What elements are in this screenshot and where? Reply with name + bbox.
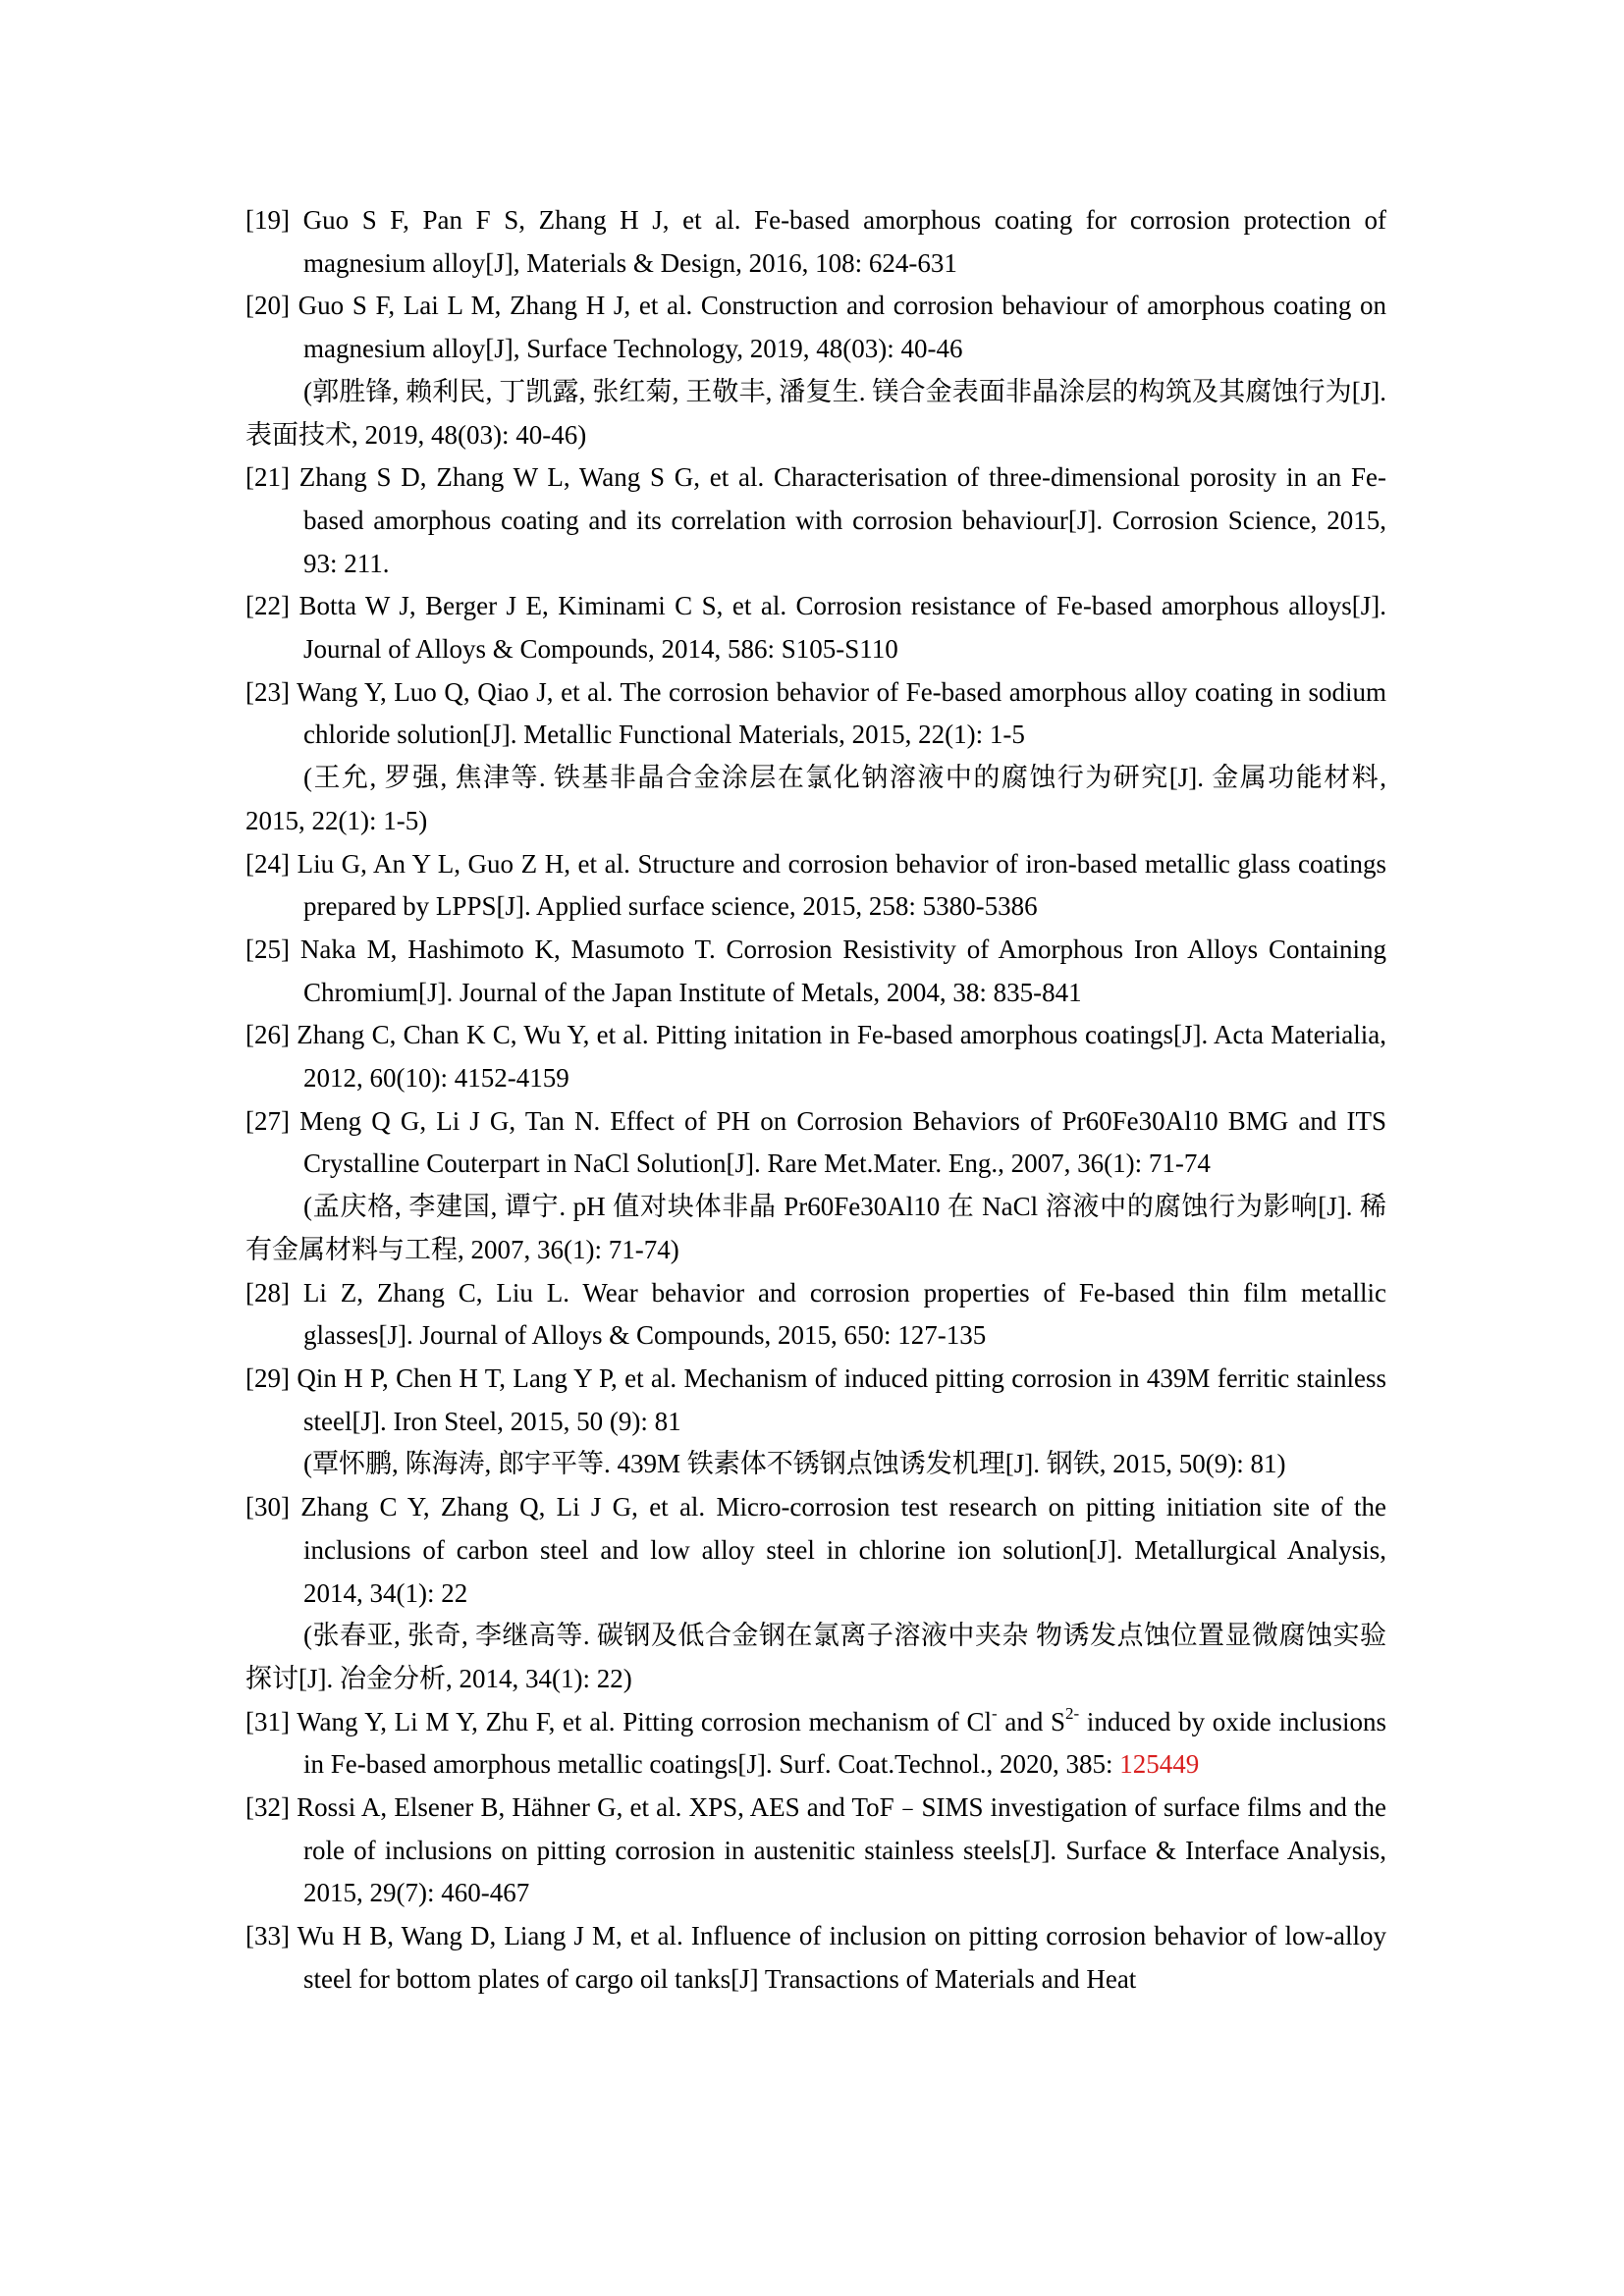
reference-number: [25] [245, 934, 290, 964]
reference-text: Wu H B, Wang D, Liang J M, et al. Influence of inclusion on pitting corrosion behavior of low-alloy steel for bottom plates of cargo oil tanks[J] Transactions of Materials and Heat [297, 1921, 1386, 1994]
reference-21 [245, 456, 1386, 585]
reference-chinese-text: (覃怀鹏, 陈海涛, 郎宇平等. 439M 铁素体不锈钢点蚀诱发机理[J]. 钢铁, 2015, 50(9): 81) [303, 1449, 1286, 1479]
reference-28 [245, 1272, 1386, 1358]
reference-text: Wang Y, Luo Q, Qiao J, et al. The corrosion behavior of Fe-based amorphous alloy coating in sodium chloride solution[J]. Metallic Functional Materials, 2015, 22(1): 1-5 [297, 676, 1386, 750]
reference-33 [245, 1915, 1386, 2001]
reference-text: Zhang C Y, Zhang Q, Li J G, et al. Micro-corrosion test research on pitting initiation site of the inclusions of carbon steel and low alloy steel in chlorine ion solution[J]. Metallurgical Analysis, 2014, 34(1): 22 [300, 1492, 1386, 1608]
reference-20 [245, 285, 1386, 456]
reference-chinese-text: (张春亚, 张奇, 李继高等. 碳钢及低合金钢在氯离子溶液中夹杂 物诱发点蚀位置显微腐蚀实验探讨[J]. 冶金分析, 2014, 34(1): 22) [245, 1621, 1386, 1693]
reference-chinese-text: (王允, 罗强, 焦津等. 铁基非晶合金涂层在氯化钠溶液中的腐蚀行为研究[J]. 金属功能材料, 2015, 22(1): 1-5) [245, 763, 1386, 835]
highlighted-page-number: 125449 [1119, 1749, 1200, 1780]
reference-list [245, 199, 1386, 2002]
reference-number: [20] [245, 291, 290, 321]
reference-text: Li Z, Zhang C, Liu L. Wear behavior and corrosion properties of Fe-based thin film metallic glasses[J]. Journal of Alloys & Compounds, 2015, 650: 127-135 [302, 1277, 1387, 1351]
reference-24 [245, 843, 1386, 929]
reference-30 [245, 1486, 1386, 1701]
reference-number: [32] [245, 1792, 290, 1823]
reference-22 [245, 585, 1386, 670]
reference-27 [245, 1100, 1386, 1272]
reference-text: Liu G, An Y L, Guo Z H, et al. Structure and corrosion behavior of iron-based metallic glass coatings prepared by LPPS[J]. Applied surface science, 2015, 258: 5380-5386 [297, 848, 1386, 922]
reference-text: Naka M, Hashimoto K, Masumoto T. Corrosion Resistivity of Amorphous Iron Alloys Containing Chromium[J]. Journal of the Japan Institute of Metals, 2004, 38: 835-841 [299, 934, 1387, 1007]
reference-text: and S [997, 1706, 1066, 1736]
reference-31 [245, 1701, 1386, 1787]
reference-number: [30] [245, 1492, 290, 1522]
reference-number: [24] [245, 848, 290, 879]
reference-number: [28] [245, 1277, 290, 1308]
reference-text: Guo S F, Lai L M, Zhang H J, et al. Construction and corrosion behaviour of amorphous coating on magnesium alloy[J], Surface Technology, 2019, 48(03): 40-46 [298, 291, 1386, 364]
reference-text: Rossi A, Elsener B, Hähner G, et al. XPS, AES and ToF﹣SIMS investigation of surface films and the role of inclusions on pitting corrosion in austenitic stainless steels[J]. Surface & Interface Analysis, 2015, 29(7): 460-467 [297, 1792, 1386, 1908]
reference-26 [245, 1014, 1386, 1099]
reference-chinese-text: (孟庆格, 李建国, 谭宁. pH 值对块体非晶 Pr60Fe30Al10 在 NaCl 溶液中的腐蚀行为影响[J]. 稀有金属材料与工程, 2007, 36(1): 71-74) [245, 1192, 1386, 1264]
reference-text: Zhang C, Chan K C, Wu Y, et al. Pitting initation in Fe-based amorphous coatings[J]. Acta Materialia, 2012, 60(10): 4152-4159 [297, 1020, 1386, 1094]
reference-text: Wang Y, Li M Y, Zhu F, et al. Pitting corrosion mechanism of Cl [297, 1706, 992, 1736]
reference-25 [245, 929, 1386, 1014]
reference-number: [23] [245, 676, 290, 707]
reference-text: induced by oxide inclusions in Fe-based amorphous metallic coatings[J]. Surf. Coat.Technol., 2020, 385: [303, 1706, 1386, 1780]
reference-number: [19] [245, 205, 290, 235]
reference-23 [245, 671, 1386, 843]
reference-number: [31] [245, 1706, 290, 1736]
reference-number: [27] [245, 1105, 290, 1136]
reference-number: [21] [245, 462, 290, 493]
reference-number: [26] [245, 1020, 290, 1050]
reference-text: Zhang S D, Zhang W L, Wang S G, et al. Characterisation of three-dimensional porosity in an Fe-based amorphous coating and its correlation with corrosion behaviour[J]. Corrosion Science, 2015, 93: 211. [298, 462, 1386, 578]
reference-chinese-text: (郭胜锋, 赖利民, 丁凯露, 张红菊, 王敬丰, 潘复生. 镁合金表面非晶涂层的构筑及其腐蚀行为[J]. 表面技术, 2019, 48(03): 40-46) [245, 376, 1386, 450]
reference-text: Guo S F, Pan F S, Zhang H J, et al. Fe-based amorphous coating for corrosion protection of magnesium alloy[J], Materials & Design, 2016, 108: 624-631 [302, 205, 1387, 278]
reference-text: Meng Q G, Li J G, Tan N. Effect of PH on Corrosion Behaviors of Pr60Fe30Al10 BMG and ITS Crystalline Couterpart in NaCl Solution[J]. Rare Met.Mater. Eng., 2007, 36(1): 71-74 [299, 1105, 1387, 1179]
reference-32 [245, 1787, 1386, 1915]
reference-text: Botta W J, Berger J E, Kiminami C S, et al. Corrosion resistance of Fe-based amorphous alloys[J]. Journal of Alloys & Compounds, 2014, 586: S105-S110 [298, 591, 1386, 665]
reference-number: [33] [245, 1921, 290, 1951]
reference-29 [245, 1358, 1386, 1486]
superscript-charge: - [991, 1703, 998, 1723]
reference-text: Qin H P, Chen H T, Lang Y P, et al. Mechanism of induced pitting corrosion in 439M ferritic stainless steel[J]. Iron Steel, 2015, 50 (9): 81 [297, 1362, 1387, 1436]
superscript-charge: 2- [1065, 1703, 1080, 1723]
reference-number: [29] [245, 1362, 290, 1393]
reference-19 [245, 199, 1386, 285]
reference-number: [22] [245, 591, 290, 621]
